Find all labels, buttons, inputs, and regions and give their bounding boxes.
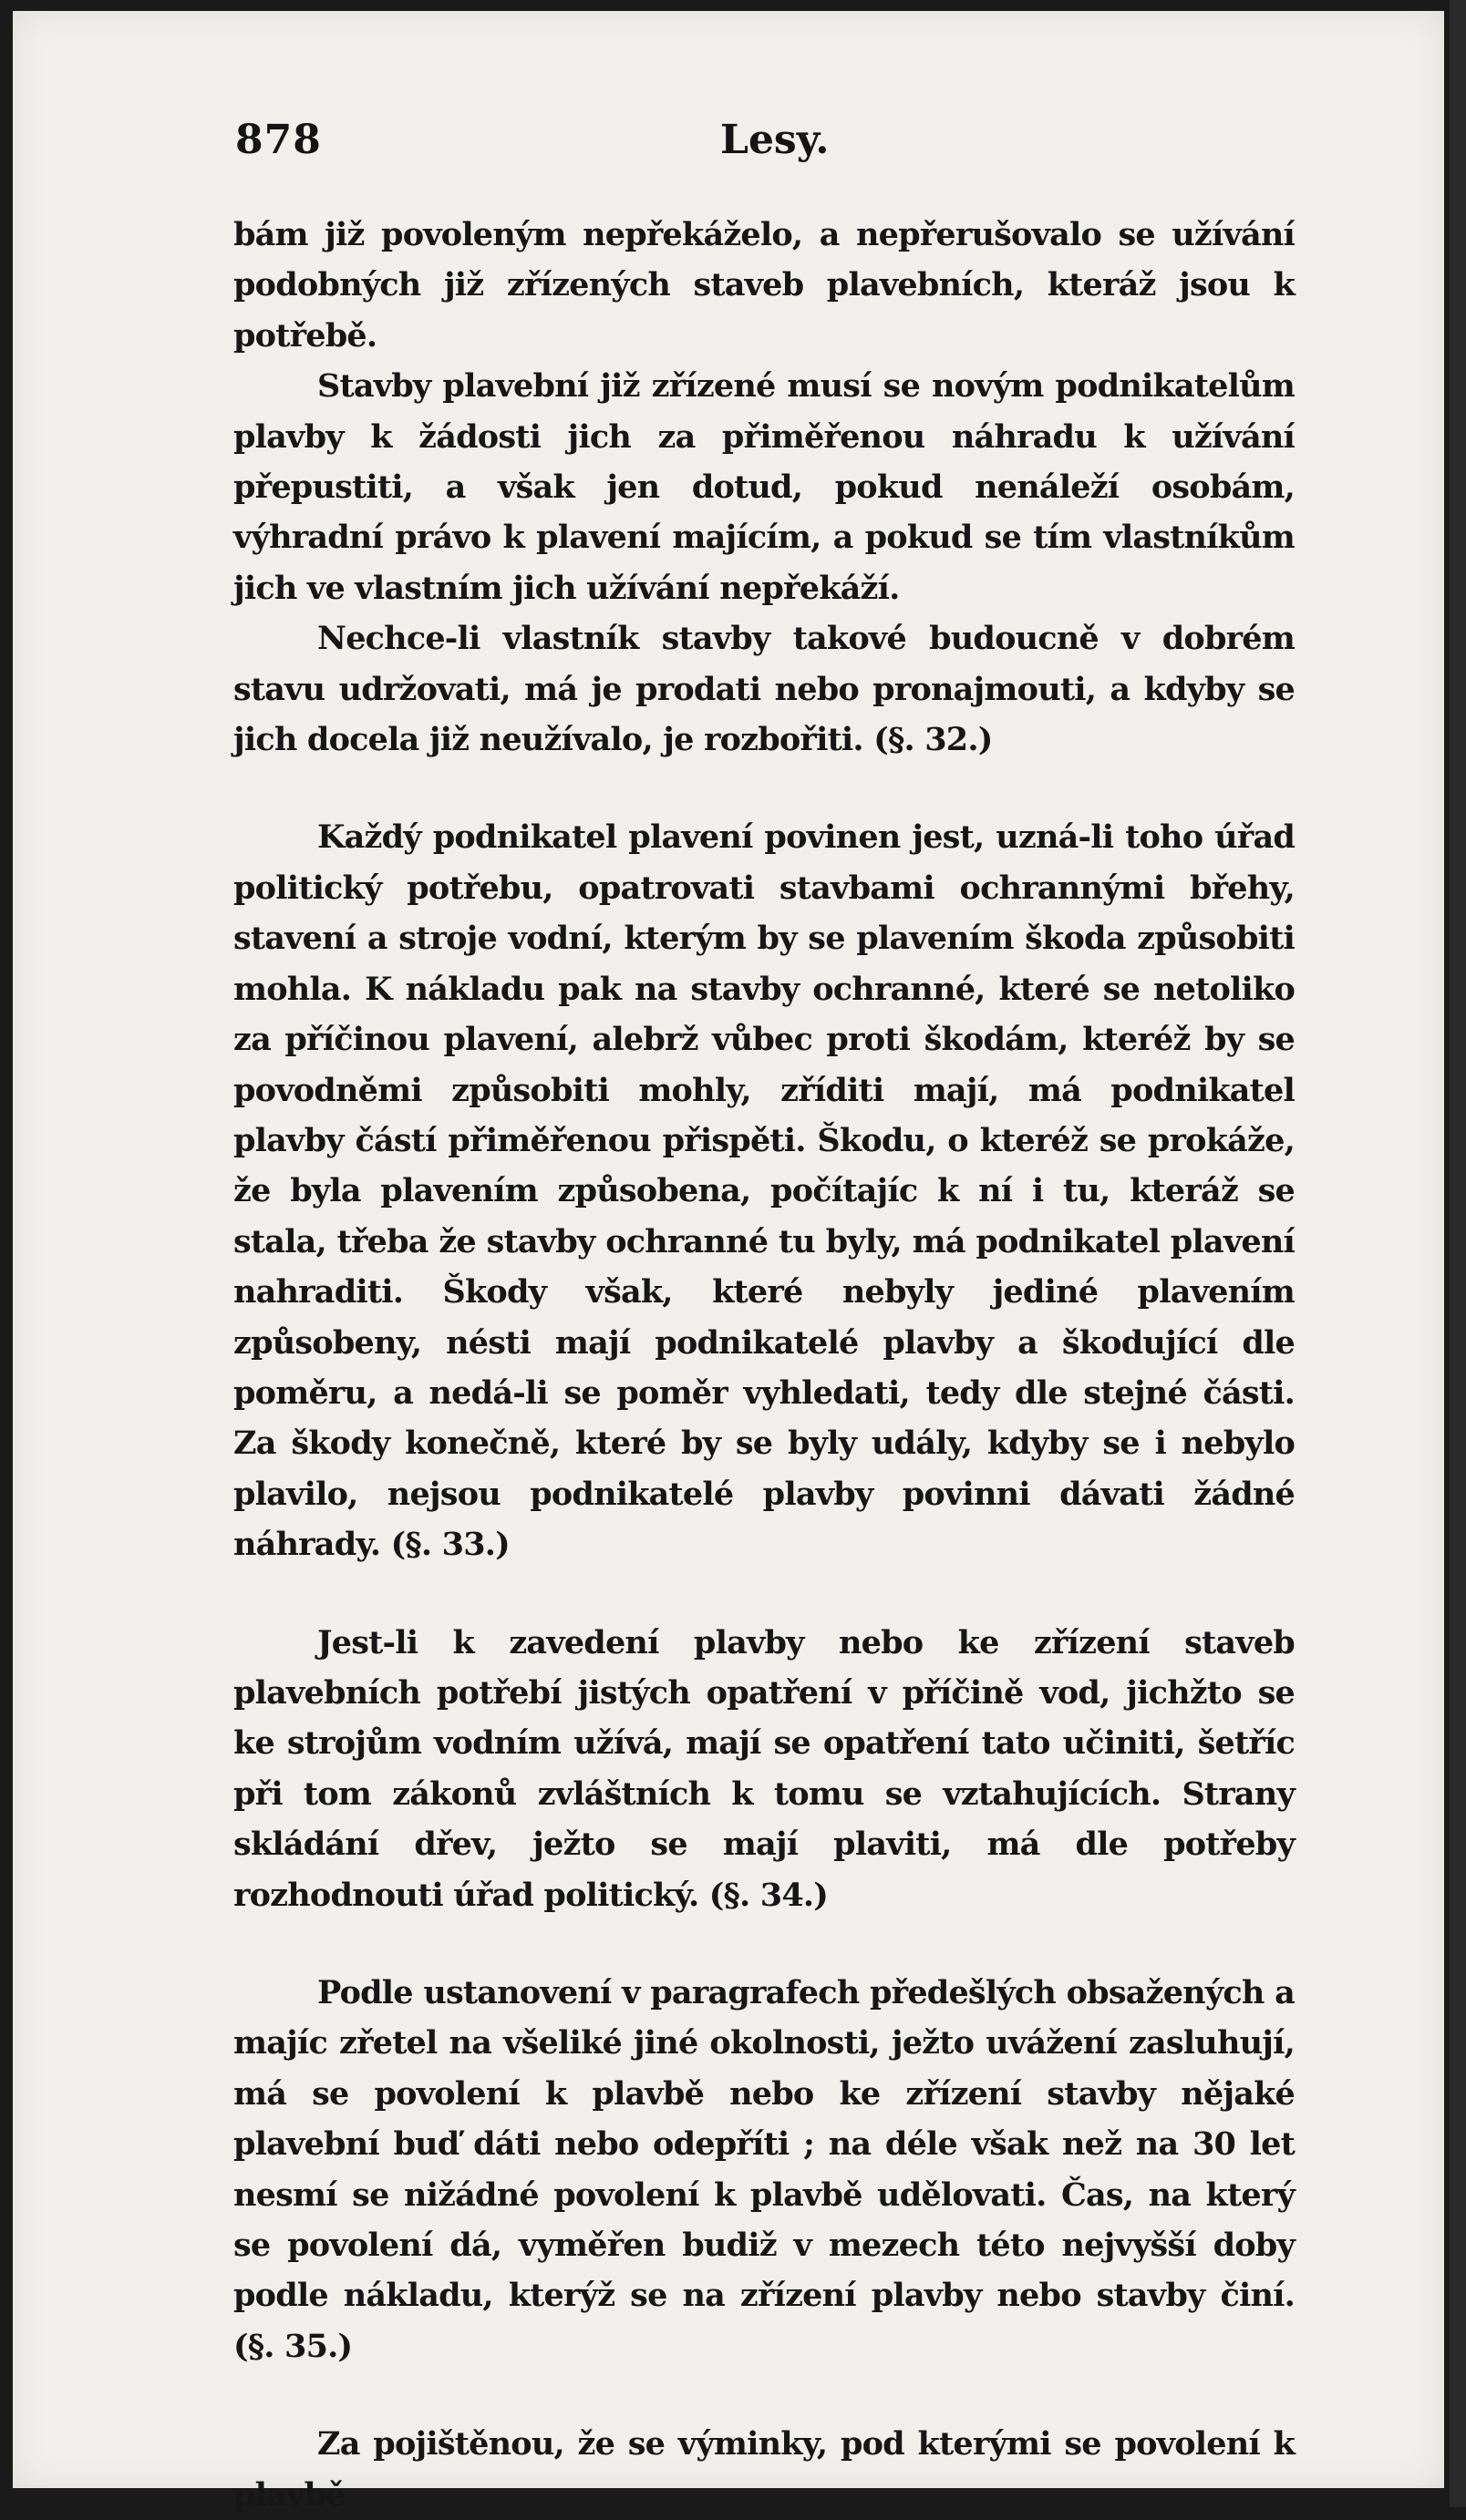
paragraph-7: Za pojištěnou, že se výminky, pod kterými se povolení k plavbě — [233, 2425, 1295, 2514]
running-title: Lesy. — [720, 117, 830, 163]
paragraph-2: Stavby plavební již zřízené musí se novým podnikatelům plavby k žádosti jich za přiměřenou náhradu k užívání přepustiti, a však jen dotud, pokud nenáleží osobám, výhradní právo k plavení majícím, a pokud se tím vlastníkům jich ve vlastním jich užívání nepřekáží. — [233, 367, 1295, 607]
paragraph-6: Podle ustanovení v paragrafech předešlých obsažených a majíc zřetel na všeliké jiné okolnosti, ježto uvážení zasluhují, má se povolení k plavbě nebo ke zřízení stavby nějaké plavební buď dáti nebo odepříti ; na déle však než na 30 let nesmí se nižádné povolení k plavbě udělovati. Čas, na který se povolení dá, vyměřen budiž v mezech této nejvyšší doby podle nákladu, kterýž se na zřízení plavby nebo stavby činí. (§. 35.) — [233, 1974, 1295, 2365]
paragraph-3: Nechce-li vlastník stavby takové budoucně v dobrém stavu udržovati, má je prodati nebo pronajmouti, a kdyby se jich docela již neužívalo, je rozbořiti. (§. 32.) — [233, 620, 1295, 759]
page-number: 878 — [235, 117, 322, 163]
page-edge-shadow — [1450, 0, 1466, 2507]
body-text — [233, 210, 1295, 2520]
paragraph-4: Každý podnikatel plavení povinen jest, uzná-li toho úřad politický potřebu, opatrovati stavbami ochrannými břehy, stavení a stroje vodní, kterým by se plavením škoda způsobiti mohla. K nákladu pak na stavby ochranné, které se netoliko za příčinou plavení, alebrž vůbec proti škodám, kteréž by se povodněmi způsobiti mohly, zříditi mají, má podnikatel plavby částí přiměřenou přispěti. Škodu, o kteréž se prokáže, že byla plavením způsobena, počítajíc k ní i tu, kteráž se stala, třeba že stavby ochranné tu byly, má podnikatel plavení nahraditi. Škody však, které nebyly jediné plavením způsobeny, nésti mají podnikatelé plavby a škodující dle poměru, a nedá-li se poměr vyhledati, tedy dle stejné části. Za škody konečně, které by se byly udály, kdyby se i nebylo plavilo, nejsou podnikatelé plavby povinni dávati žádné náhrady. (§. 33.) — [233, 818, 1295, 1564]
page-header — [219, 117, 1304, 171]
paragraph-5: Jest-li k zavedení plavby nebo ke zřízení staveb plavebních potřebí jistých opatření v příčině vod, jichžto se ke strojům vodním užívá, mají se opatření tato učiniti, šetříc při tom zákonů zvláštních k tomu se vztahujících. Strany skládání dřev, ježto se mají plaviti, má dle potřeby rozhodnouti úřad politický. (§. 34.) — [233, 1623, 1295, 1914]
paragraph-1: bám již povoleným nepřekáželo, a nepřerušovalo se užívání podobných již zřízených staveb plavebních, kteráž jsou k potřebě. — [233, 216, 1295, 355]
